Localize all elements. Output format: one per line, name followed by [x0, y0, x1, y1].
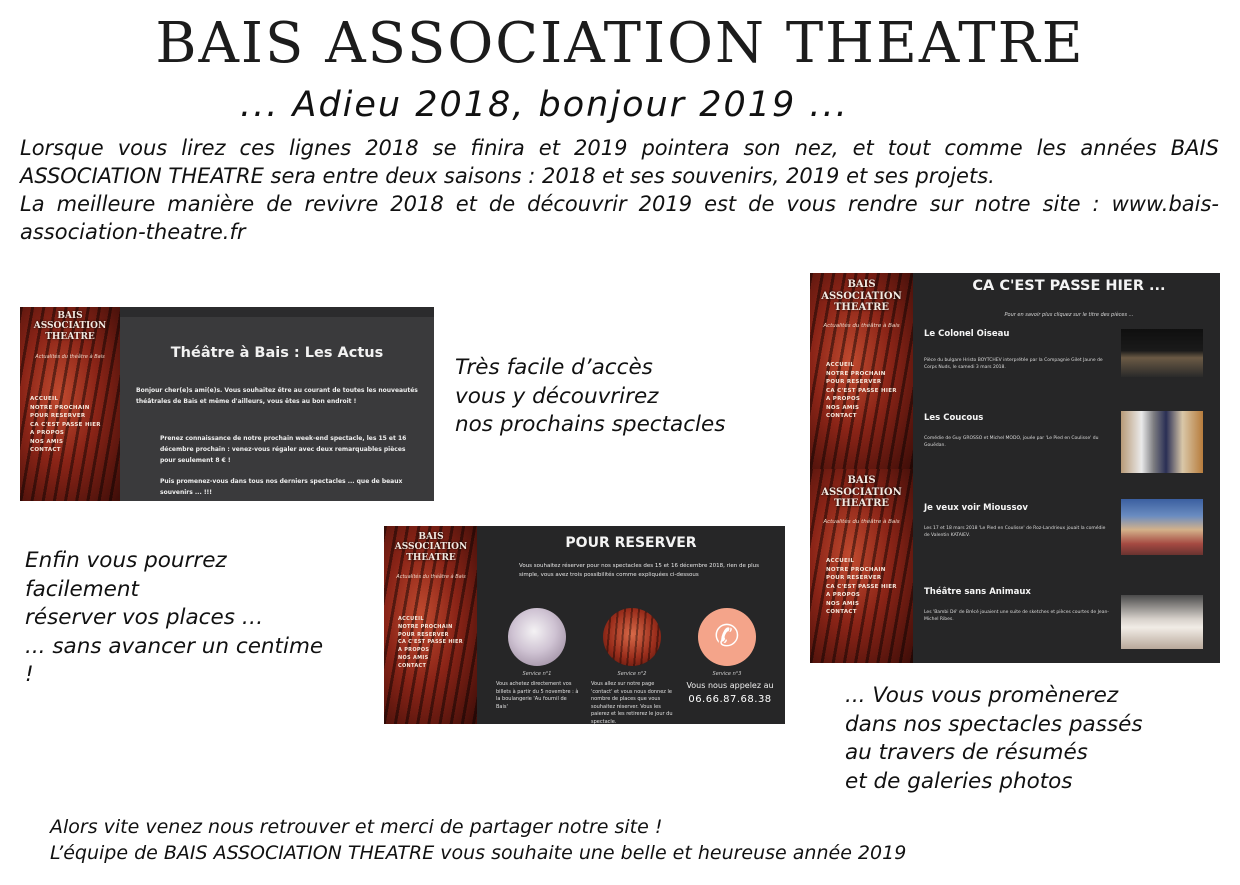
menu-item: NOTRE PROCHAIN: [826, 370, 886, 377]
caption-line: !: [25, 662, 34, 687]
show-description: Comédie de Guy GROSSO et Michel MODO, jouée par 'Le Pied en Coulisse' du Gouëdan.: [924, 436, 1099, 448]
service-label: Service n°1: [522, 671, 552, 677]
site-logo-subtitle: Actualités du théâtre à Bais: [396, 574, 466, 580]
menu-item: NOS AMIS: [398, 654, 429, 661]
menu-item: ACCUEIL: [826, 362, 855, 368]
menu-item: CA C'EST PASSE HIER: [398, 639, 463, 646]
menu-item: NOTRE PROCHAIN: [398, 623, 453, 630]
reserver-lead: Vous souhaitez réserver pour nos spectacles des 15 et 16 décembre 2018, rien de plus simple, vous avez trois possibilités comme expliquées ci-dessous: [519, 563, 759, 578]
caption-line: nos prochains spectacles: [455, 412, 726, 437]
actus-paragraph: Bonjour cher(e)s ami(e)s. Vous souhaitez être au courant de toutes les nouveautés théâtrales de Bais et même d'ailleurs, vous êtes au bon endroit !: [136, 387, 418, 405]
phone-number: 06.66.87.68.38: [688, 694, 772, 705]
show-description: Pièce du bulgare Hristo BOYTCHEV interprétée par la Compagnie Gilet Jaune de Corps Nuds, le samedi 3 mars 2018.: [924, 358, 1103, 370]
menu-item: POUR RESERVER: [30, 413, 86, 420]
menu-item: CONTACT: [398, 662, 427, 669]
menu-item: CONTACT: [30, 447, 61, 454]
show-thumbnail: [1121, 499, 1203, 555]
menu-item: NOS AMIS: [826, 404, 860, 411]
caption-passe: [845, 682, 1143, 796]
page-title: BAIS ASSOCIATION THEATRE: [155, 11, 1085, 76]
closing-line: L’équipe de BAIS ASSOCIATION THEATRE vous souhaite une belle et heureuse année 2019: [50, 842, 907, 864]
site-sidebar: [384, 526, 477, 724]
show-title: Je veux voir Mioussov: [924, 503, 1028, 513]
menu-item: A PROPOS: [826, 592, 861, 599]
menu-item: ACCUEIL: [826, 558, 855, 564]
menu-item: CONTACT: [826, 609, 857, 616]
site-logo: BAIS ASSOCIATION THEATRE: [33, 311, 107, 342]
show-thumbnail: [1121, 411, 1203, 473]
menu-item: CA C'EST PASSE HIER: [826, 583, 897, 590]
show-thumbnail: [1121, 595, 1203, 649]
menu-item: ACCUEIL: [398, 616, 424, 622]
menu-item: A PROPOS: [398, 647, 430, 653]
site-logo-subtitle: Actualités du théâtre à Bais: [35, 354, 105, 360]
caption-line: facilement: [25, 576, 139, 602]
menu-item: NOTRE PROCHAIN: [30, 404, 90, 411]
actus-paragraph: Prenez connaissance de notre prochain week-end spectacle, les 15 et 16 décembre prochain : venez-vous régaler avec deux remarquables pièces pour seulement 8 € !: [160, 435, 407, 464]
site-logo-subtitle: Actualités du théâtre à Bais: [823, 323, 900, 329]
service-image: [508, 608, 566, 666]
show-title: Le Colonel Oiseau: [924, 329, 1010, 339]
menu-item: NOTRE PROCHAIN: [826, 566, 886, 573]
menu-item: A PROPOS: [30, 430, 65, 437]
show-title: Théâtre sans Animaux: [924, 587, 1031, 597]
closing-text: [50, 814, 906, 866]
service-label: Service n°3: [712, 671, 742, 677]
site-sidebar: [810, 273, 913, 469]
site-screenshot-reserver: [384, 526, 785, 724]
passe-lead: Pour en savoir plus cliquez sur le titre des pièces ...: [1004, 312, 1134, 318]
caption-actus: [455, 354, 725, 440]
site-sidebar: [20, 307, 120, 501]
menu-item: NOS AMIS: [30, 438, 64, 445]
closing-line: Alors vite venez nous retrouver et merci de partager notre site !: [50, 816, 663, 838]
menu-item: A PROPOS: [826, 396, 861, 403]
service-image: [603, 608, 661, 666]
show-description: Les 17 et 18 mars 2018 'Le Pied en Coulisse' de Roz-Landrieux jouait la comédie de Valentin KATAIEV.: [924, 526, 1106, 538]
caption-reserver: [25, 547, 323, 690]
show-title: Les Coucous: [924, 413, 984, 423]
service-call-text: Vous nous appelez au: [686, 681, 774, 690]
site-logo: BAIS ASSOCIATION THEATRE: [394, 532, 468, 563]
site-menu: [826, 361, 897, 421]
site-menu: [398, 616, 463, 670]
actus-paragraph: Puis promenez-vous dans tous nos derniers spectacles ... que de beaux souvenirs ... !!!: [160, 478, 403, 496]
actus-heading: Théâtre à Bais : Les Actus: [170, 345, 384, 361]
phone-icon: ✆: [714, 619, 740, 654]
service-label: Service n°2: [617, 671, 647, 677]
menu-item: POUR RESERVER: [826, 379, 882, 386]
caption-line: Très facile d’accès: [455, 355, 653, 380]
intro-paragraph: Lorsque vous lirez ces lignes 2018 se finira et 2019 pointera son nez, et tout comme les années BAIS ASSOCIATION THEATRE sera entre deux saisons : 2018 et ses souvenirs, 2019 et ses projets.: [20, 136, 1219, 188]
site-sidebar: [810, 469, 913, 663]
site-logo: BAIS ASSOCIATION THEATRE: [821, 279, 902, 313]
caption-line: dans nos spectacles passés: [845, 711, 1143, 737]
service-text: Vous achetez directement vos billets à partir du 5 novembre : à la boulangerie 'Au fournil de Bais': [496, 681, 579, 710]
menu-item: POUR RESERVER: [398, 631, 449, 638]
site-logo-subtitle: Actualités du théâtre à Bais: [823, 519, 900, 525]
site-topbar: [120, 307, 434, 317]
caption-line: réserver vos places …: [25, 605, 264, 630]
passe-heading: CA C'EST PASSE HIER ...: [972, 278, 1166, 294]
site-screenshot-actus: [20, 307, 434, 501]
caption-line: ... sans avancer un centime: [25, 633, 324, 659]
site-screenshot-passe: [810, 273, 1220, 663]
site-logo: BAIS ASSOCIATION THEATRE: [821, 475, 902, 509]
menu-item: CA C'EST PASSE HIER: [30, 421, 101, 428]
page-subtitle: ... Adieu 2018, bonjour 2019 ...: [240, 85, 849, 125]
menu-item: ACCUEIL: [30, 396, 59, 402]
caption-line: ... Vous vous promènerez: [845, 683, 1119, 708]
caption-line: vous y découvrirez: [455, 383, 659, 409]
service-text: Vous allez sur notre page 'contact' et vous nous donnez le nombre de places que vous souhaitez réserver. Vous les paierez et les retirerez le jour du spectacle.: [591, 681, 673, 724]
caption-line: et de galeries photos: [845, 768, 1073, 794]
intro-paragraph: La meilleure manière de revivre 2018 et de découvrir 2019 est de vous rendre sur notre site : www.bais-association-theatre.fr: [20, 192, 1219, 244]
reserver-heading: POUR RESERVER: [565, 535, 697, 551]
caption-line: au travers de résumés: [845, 740, 1088, 765]
menu-item: POUR RESERVER: [826, 575, 882, 582]
service-image: [698, 608, 756, 666]
intro-text: [20, 134, 1219, 246]
show-description: Les 'Bambi Dé' de Brécé jouaient une suite de sketches et pièces courtes de Jean-Michel Ribes.: [924, 610, 1109, 622]
site-menu: [30, 395, 101, 455]
site-menu: [826, 557, 897, 617]
menu-item: NOS AMIS: [826, 600, 860, 607]
show-thumbnail: [1121, 329, 1203, 377]
caption-line: Enfin vous pourrez: [25, 548, 227, 573]
menu-item: CONTACT: [826, 413, 857, 420]
menu-item: CA C'EST PASSE HIER: [826, 387, 897, 394]
